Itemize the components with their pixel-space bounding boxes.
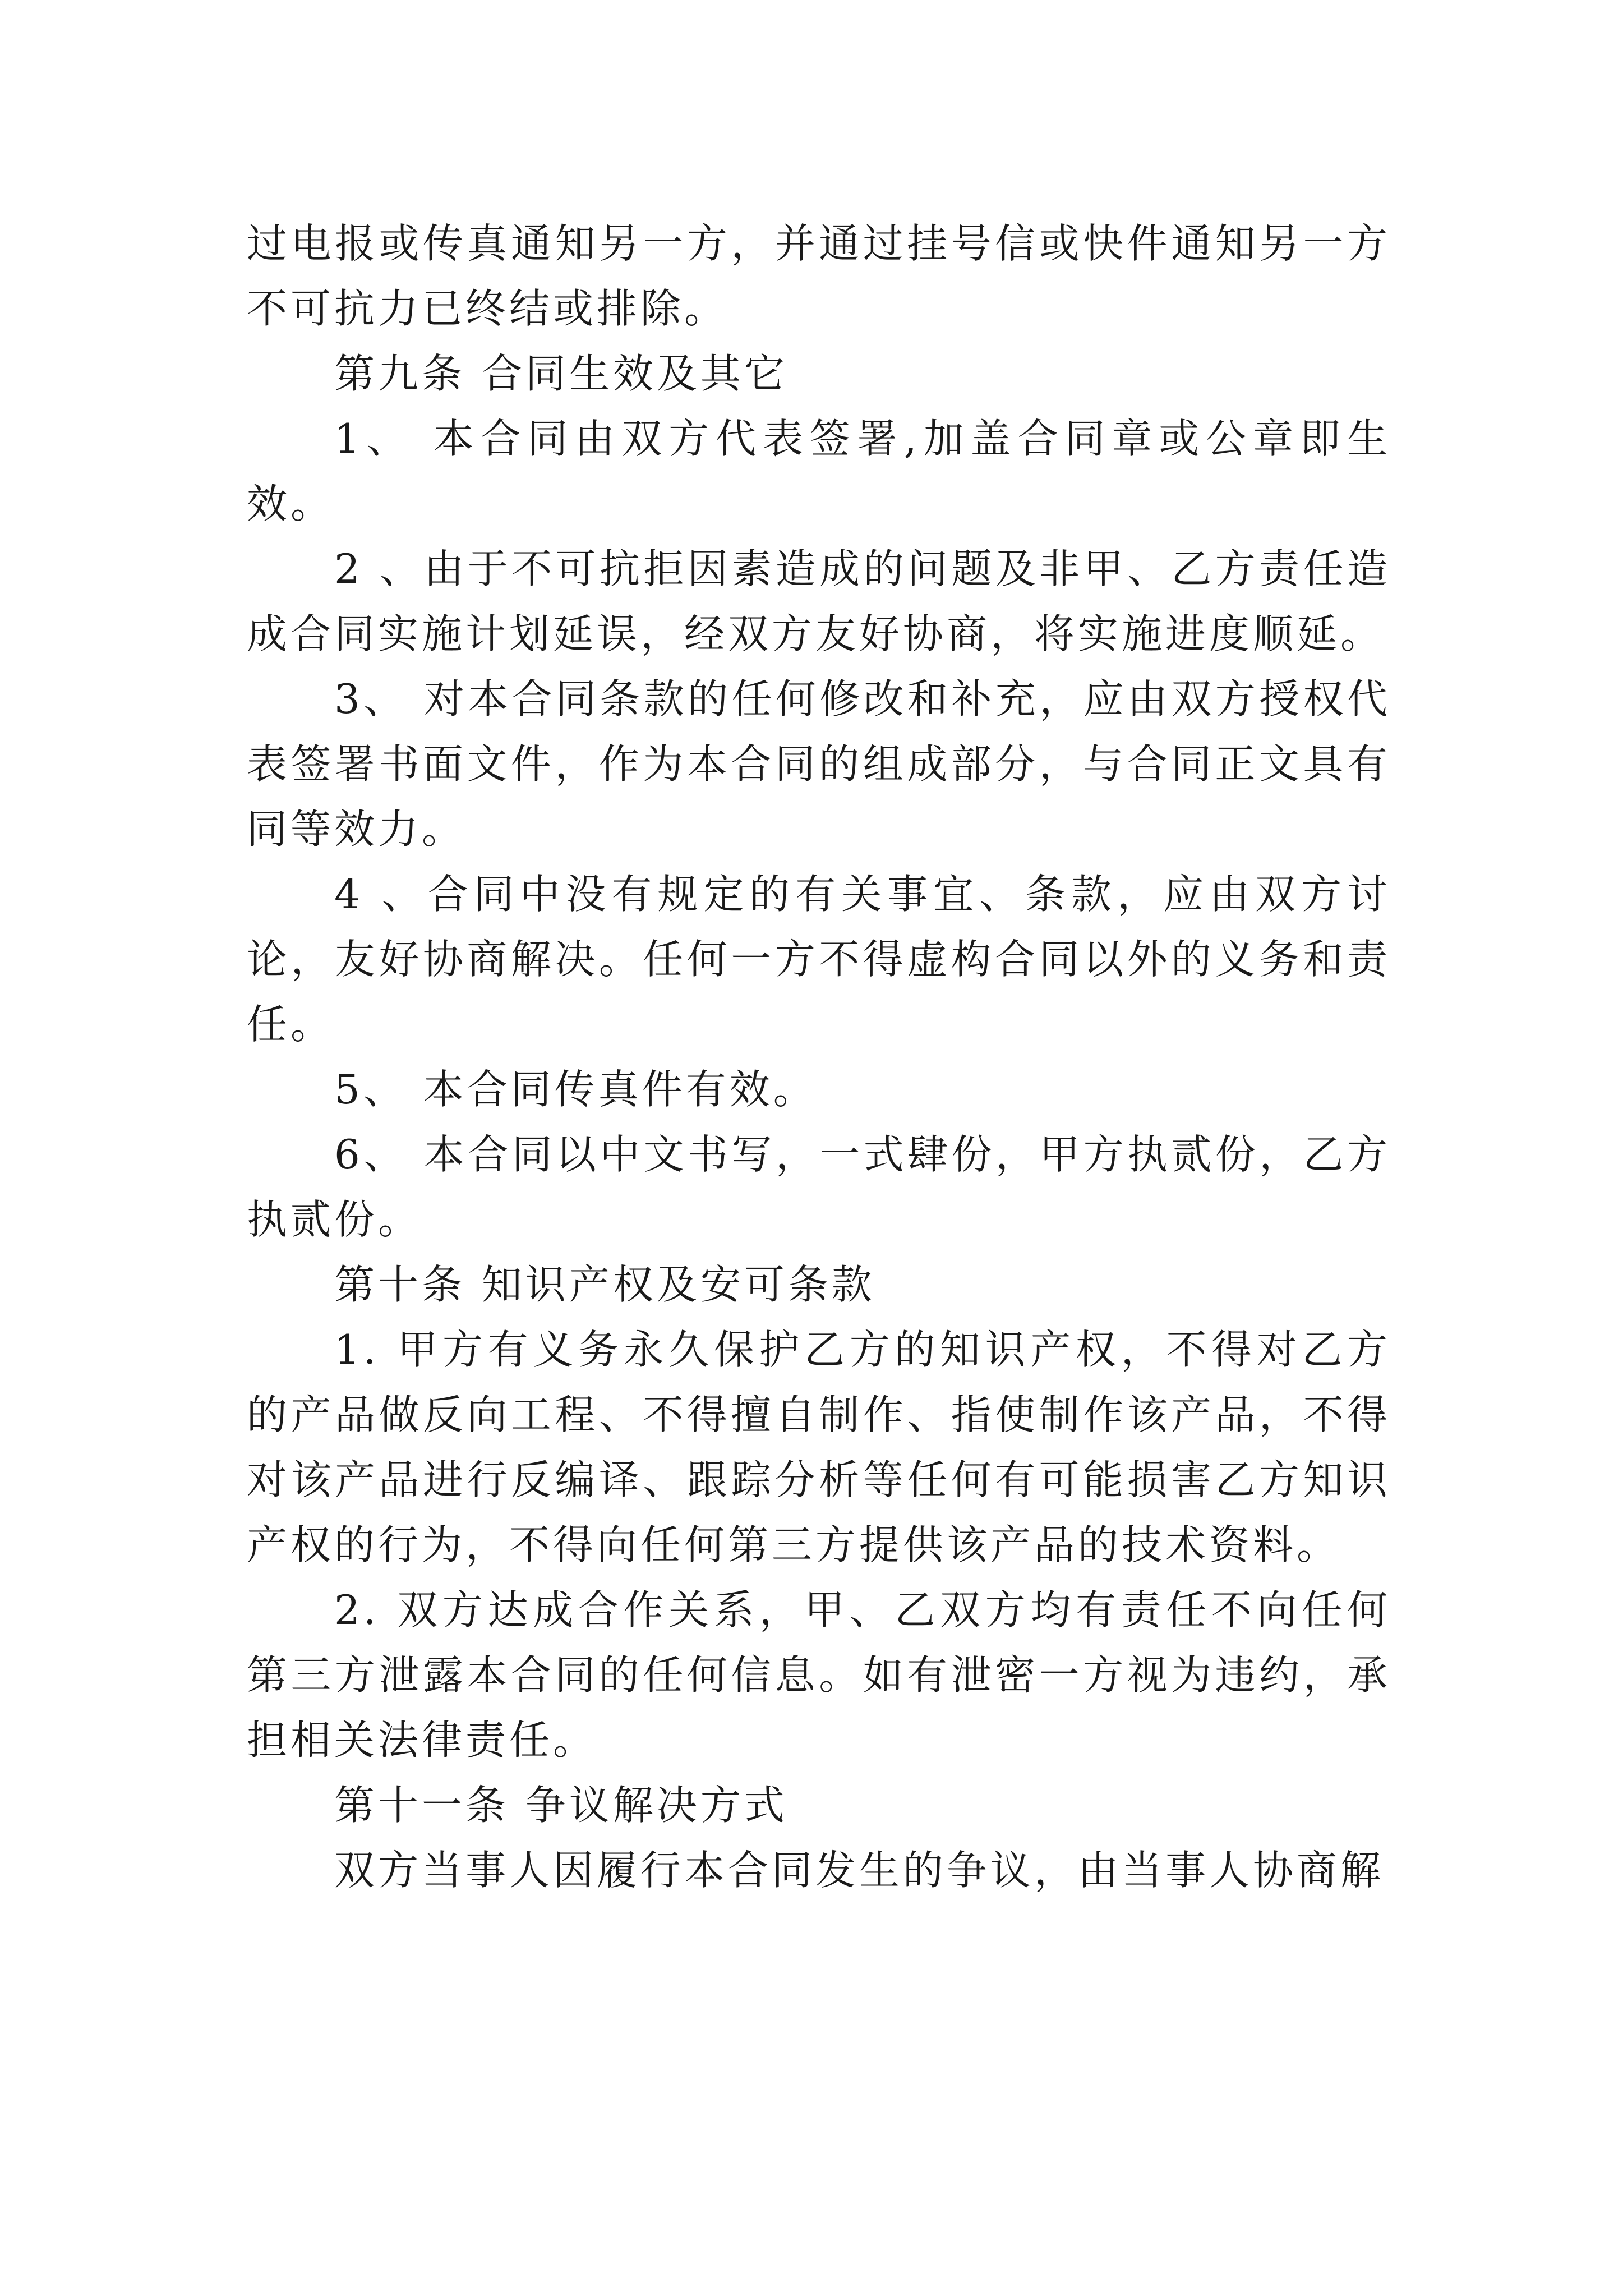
clause-9-4: 4 、合同中没有规定的有关事宜、条款，应由双方讨论，友好协商解决。任何一方不得虚构合同以外的义务和责任。 [247,871,1391,1048]
paragraph-continuation: 过电报或传真通知另一方，并通过挂号信或快件通知另一方不可抗力已终结或排除。 [247,220,1391,332]
clause-9-3: 3、 对本合同条款的任何修改和补充，应由双方授权代表签署书面文件，作为本合同的组成部分，与合同正文具有同等效力。 [247,675,1391,853]
clause-9-6: 6、 本合同以中文书写，一式肆份，甲方执贰份，乙方执贰份。 [247,1131,1391,1243]
clause-10-1: 1. 甲方有义务永久保护乙方的知识产权，不得对乙方的产品做反向工程、不得擅自制作、指使制作该产品，不得对该产品进行反编译、跟踪分析等任何有可能损害乙方知识产权的行为，不得向任何第三方提供该产品的技术资料。 [247,1326,1391,1568]
clause-9-2: 2 、由于不可抗拒因素造成的问题及非甲、乙方责任造成合同实施计划延误，经双方友好协商，将实施进度顺延。 [247,545,1391,657]
clause-10-2: 2. 双方达成合作关系，甲、乙双方均有责任不向任何第三方泄露本合同的任何信息。如有泄密一方视为违约，承担相关法律责任。 [247,1586,1391,1764]
document-body [247,211,1391,1903]
clause-11-text: 双方当事人因履行本合同发生的争议，由当事人协商解 [334,1847,1385,1894]
section-heading-article-10: 第十条 知识产权及安可条款 [334,1261,875,1308]
section-heading-article-11: 第十一条 争议解决方式 [334,1782,788,1829]
clause-9-5: 5、 本合同传真件有效。 [334,1066,817,1113]
section-heading-article-9: 第九条 合同生效及其它 [334,350,788,397]
clause-9-1: 1、 本合同由双方代表签署,加盖合同章或公章即生效。 [247,415,1391,527]
